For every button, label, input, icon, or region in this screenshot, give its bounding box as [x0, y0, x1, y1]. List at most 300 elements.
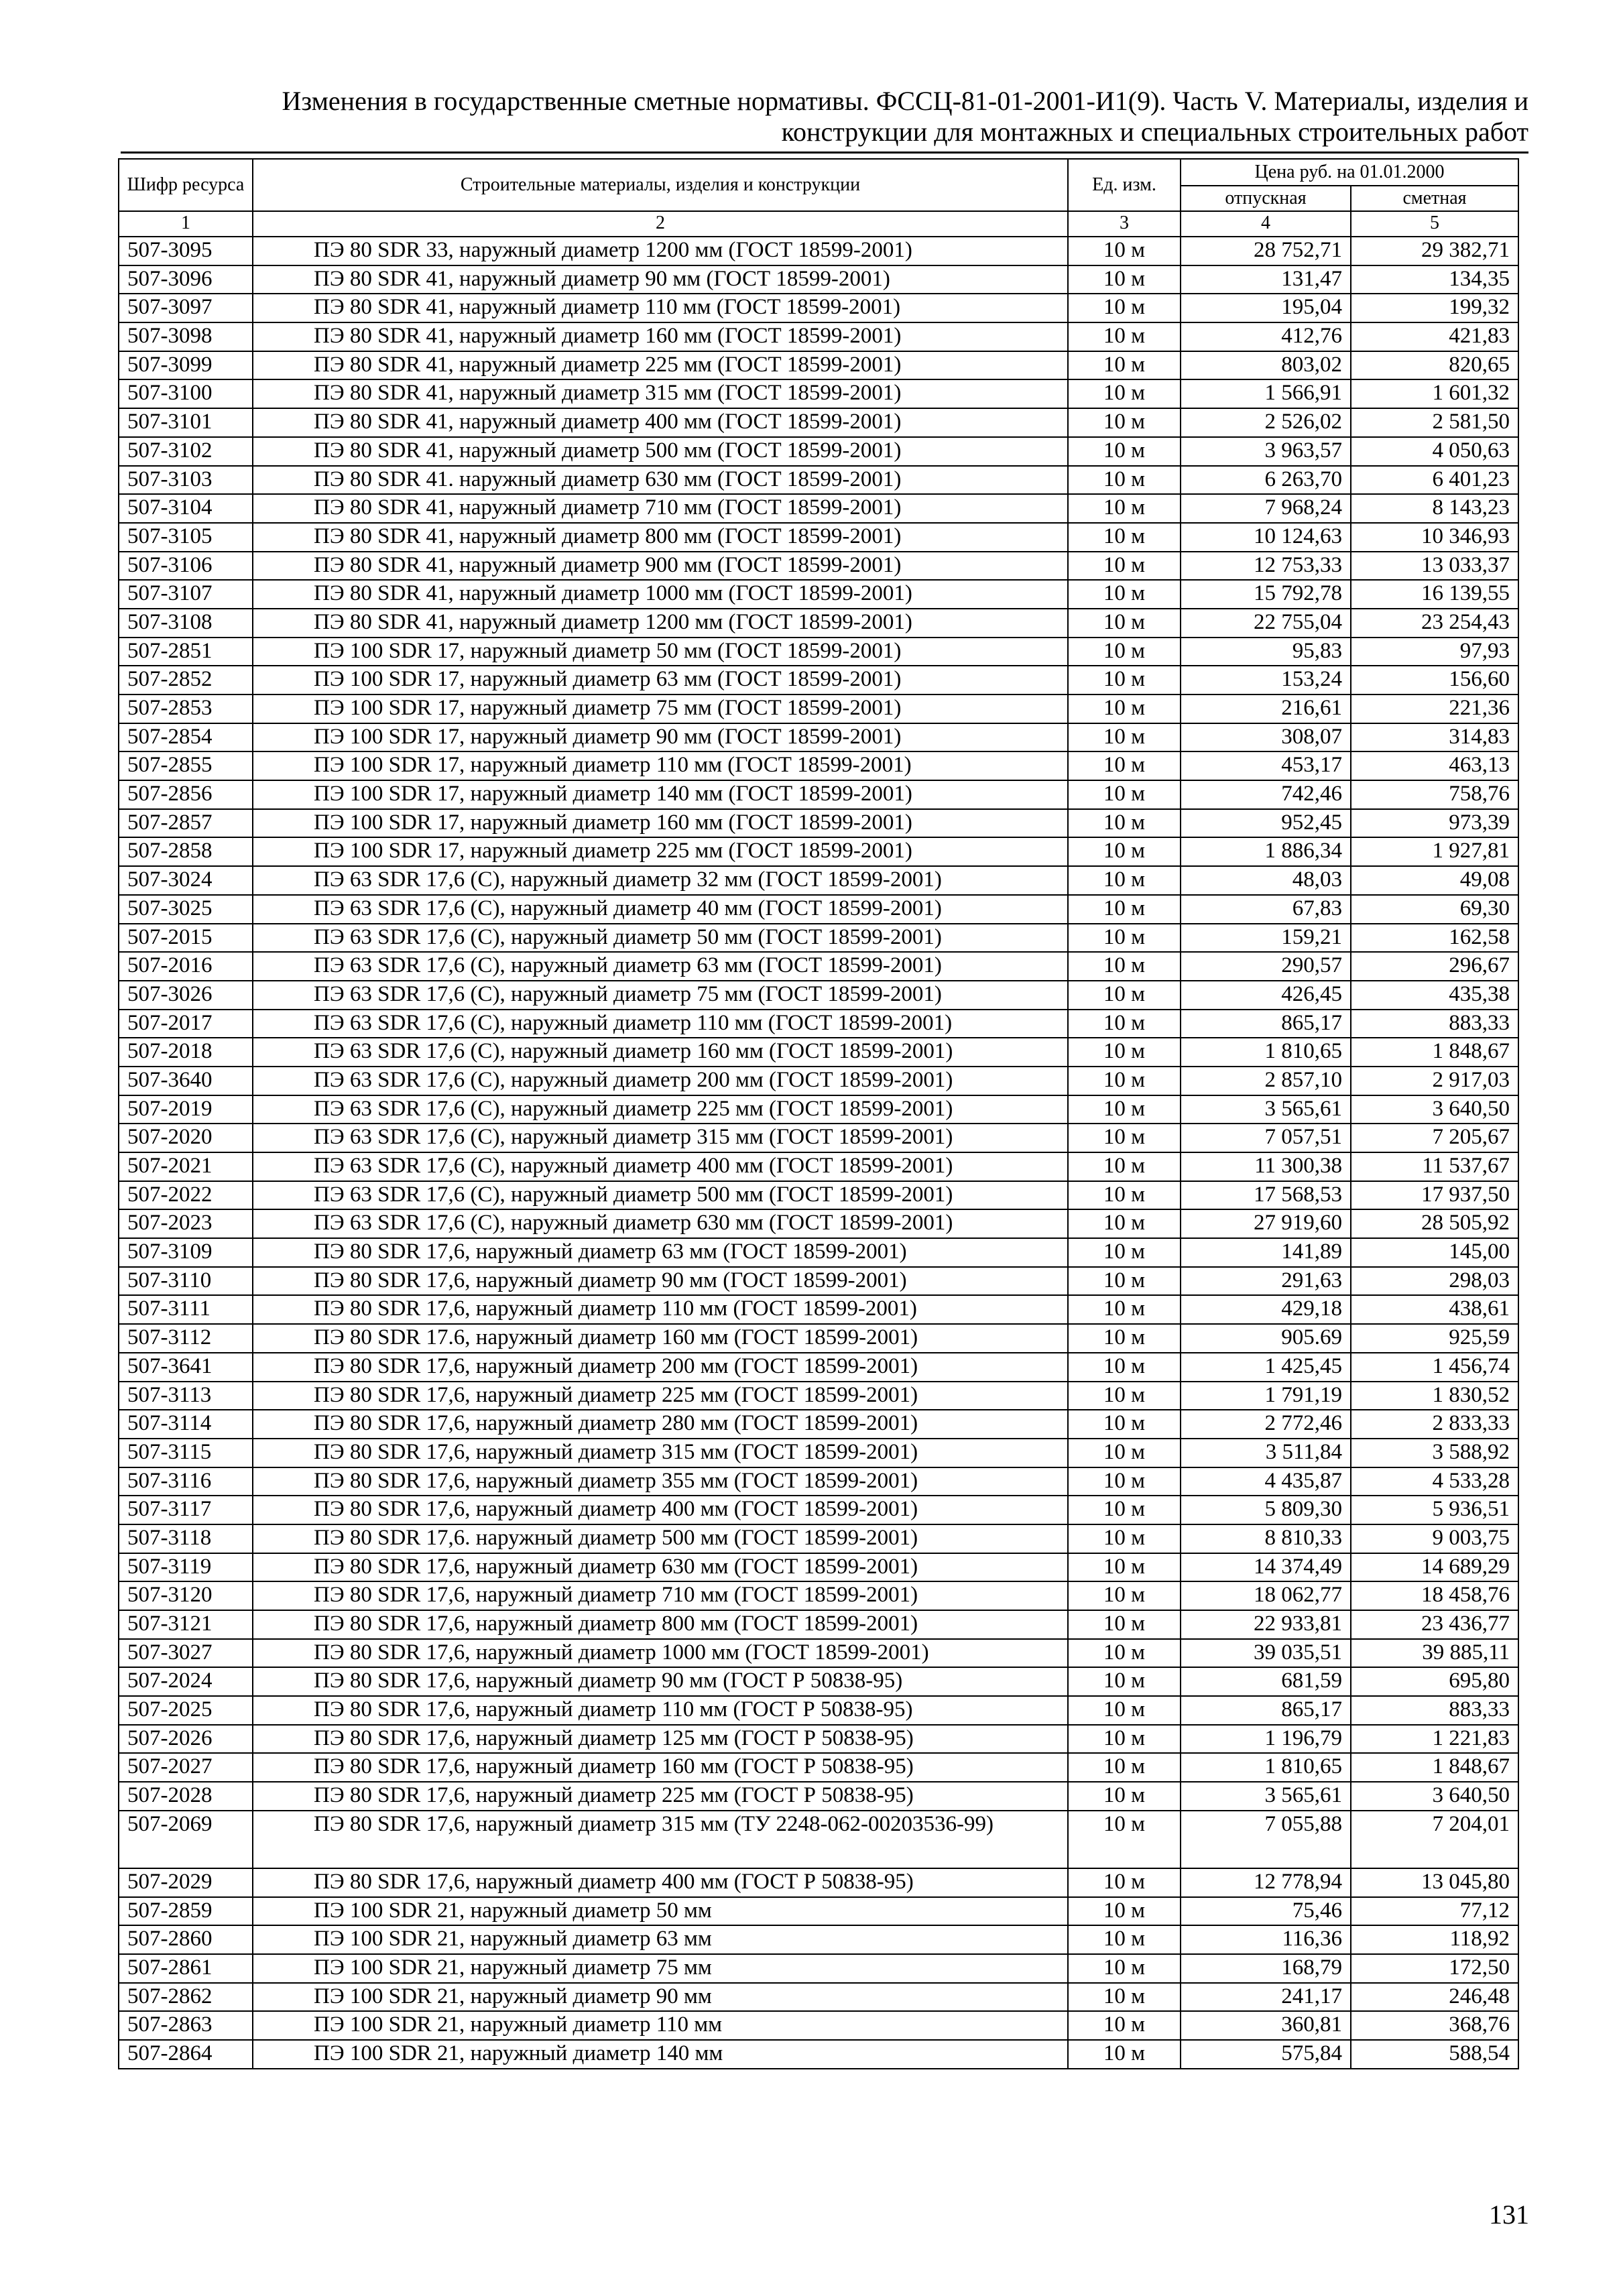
row-name: ПЭ 80 SDR 17,6, наружный диаметр 630 мм (ГОСТ 18599-2001): [253, 1553, 1068, 1582]
row-release-price: 3 963,57: [1181, 437, 1351, 466]
row-name: ПЭ 63 SDR 17,6 (С), наружный диаметр 160 мм (ГОСТ 18599-2001): [253, 1038, 1068, 1067]
row-code: 507-3117: [119, 1496, 253, 1524]
row-code: 507-3027: [119, 1639, 253, 1668]
column-number: 3: [1068, 211, 1181, 237]
row-name: ПЭ 63 SDR 17,6 (С), наружный диаметр 75 мм (ГОСТ 18599-2001): [253, 981, 1068, 1010]
row-code: 507-2019: [119, 1095, 253, 1124]
row-name: ПЭ 80 SDR 41, наружный диаметр 315 мм (ГОСТ 18599-2001): [253, 379, 1068, 408]
row-unit: 10 м: [1068, 1067, 1181, 1095]
row-unit: 10 м: [1068, 1010, 1181, 1038]
row-release-price: 291,63: [1181, 1267, 1351, 1296]
row-unit: 10 м: [1068, 265, 1181, 294]
row-name: ПЭ 80 SDR 17,6, наружный диаметр 315 мм (ТУ 2248-062-00203536-99): [253, 1811, 1068, 1868]
table-row: [119, 1439, 1518, 1467]
row-code: 507-3110: [119, 1267, 253, 1296]
row-unit: 10 м: [1068, 638, 1181, 666]
row-unit: 10 м: [1068, 694, 1181, 723]
row-unit: 10 м: [1068, 723, 1181, 752]
row-name: ПЭ 63 SDR 17,6 (С), наружный диаметр 225 мм (ГОСТ 18599-2001): [253, 1095, 1068, 1124]
row-code: 507-3109: [119, 1238, 253, 1267]
row-estimate-price: 4 050,63: [1351, 437, 1518, 466]
row-release-price: 803,02: [1181, 351, 1351, 380]
row-name: ПЭ 80 SDR 17,6, наружный диаметр 125 мм (ГОСТ Р 50838-95): [253, 1725, 1068, 1754]
row-estimate-price: 1 848,67: [1351, 1753, 1518, 1782]
row-code: 507-3105: [119, 523, 253, 552]
table-row: [119, 379, 1518, 408]
row-estimate-price: 10 346,93: [1351, 523, 1518, 552]
row-name: ПЭ 80 SDR 17,6, наружный диаметр 800 мм (ГОСТ 18599-2001): [253, 1610, 1068, 1639]
row-name: ПЭ 80 SDR 41, наружный диаметр 900 мм (ГОСТ 18599-2001): [253, 552, 1068, 581]
row-estimate-price: 17 937,50: [1351, 1181, 1518, 1210]
table-row: [119, 638, 1518, 666]
row-code: 507-2858: [119, 837, 253, 866]
table-row: [119, 1467, 1518, 1496]
header-line-2: конструкции для монтажных и специальных строительных работ: [781, 117, 1528, 147]
row-name: ПЭ 63 SDR 17,6 (С), наружный диаметр 40 мм (ГОСТ 18599-2001): [253, 895, 1068, 924]
row-release-price: 308,07: [1181, 723, 1351, 752]
row-unit: 10 м: [1068, 1725, 1181, 1754]
row-code: 507-3111: [119, 1295, 253, 1324]
row-unit: 10 м: [1068, 1753, 1181, 1782]
row-name: ПЭ 100 SDR 17, наружный диаметр 110 мм (ГОСТ 18599-2001): [253, 751, 1068, 780]
table-row: [119, 294, 1518, 322]
row-release-price: 10 124,63: [1181, 523, 1351, 552]
row-code: 507-2069: [119, 1811, 253, 1868]
row-unit: 10 м: [1068, 408, 1181, 437]
table-row: [119, 2011, 1518, 2040]
row-name: ПЭ 80 SDR 41, наружный диаметр 800 мм (ГОСТ 18599-2001): [253, 523, 1068, 552]
table-row: [119, 1038, 1518, 1067]
table-row: [119, 1496, 1518, 1524]
row-code: 507-3108: [119, 609, 253, 638]
row-code: 507-3095: [119, 237, 253, 265]
row-estimate-price: 1 221,83: [1351, 1725, 1518, 1754]
row-estimate-price: 162,58: [1351, 924, 1518, 953]
row-code: 507-2859: [119, 1897, 253, 1926]
row-code: 507-3096: [119, 265, 253, 294]
row-release-price: 1 791,19: [1181, 1382, 1351, 1410]
row-name: ПЭ 100 SDR 21, наружный диаметр 63 мм: [253, 1925, 1068, 1954]
header-price-group: Цена руб. на 01.01.2000: [1181, 159, 1518, 186]
row-estimate-price: 883,33: [1351, 1010, 1518, 1038]
page-number: 131: [1489, 2199, 1529, 2230]
row-code: 507-2856: [119, 780, 253, 809]
row-unit: 10 м: [1068, 1925, 1181, 1954]
row-release-price: 17 568,53: [1181, 1181, 1351, 1210]
row-estimate-price: 435,38: [1351, 981, 1518, 1010]
row-code: 507-3112: [119, 1324, 253, 1353]
row-code: 507-3101: [119, 408, 253, 437]
row-name: ПЭ 80 SDR 17,6, наружный диаметр 225 мм (ГОСТ Р 50838-95): [253, 1782, 1068, 1811]
row-unit: 10 м: [1068, 1868, 1181, 1897]
row-unit: 10 м: [1068, 1324, 1181, 1353]
row-estimate-price: 6 401,23: [1351, 466, 1518, 495]
row-unit: 10 м: [1068, 1439, 1181, 1467]
row-name: ПЭ 100 SDR 17, наружный диаметр 225 мм (ГОСТ 18599-2001): [253, 837, 1068, 866]
row-release-price: 4 435,87: [1181, 1467, 1351, 1496]
row-unit: 10 м: [1068, 1897, 1181, 1926]
row-release-price: 453,17: [1181, 751, 1351, 780]
row-unit: 10 м: [1068, 1496, 1181, 1524]
row-estimate-price: 23 254,43: [1351, 609, 1518, 638]
row-release-price: 11 300,38: [1181, 1152, 1351, 1181]
row-code: 507-2018: [119, 1038, 253, 1067]
row-unit: 10 м: [1068, 1667, 1181, 1696]
row-estimate-price: 973,39: [1351, 809, 1518, 838]
row-name: ПЭ 80 SDR 17,6, наружный диаметр 710 мм (ГОСТ 18599-2001): [253, 1581, 1068, 1610]
row-name: ПЭ 100 SDR 21, наружный диаметр 110 мм: [253, 2011, 1068, 2040]
row-name: ПЭ 100 SDR 17, наружный диаметр 160 мм (ГОСТ 18599-2001): [253, 809, 1068, 838]
row-estimate-price: 246,48: [1351, 1983, 1518, 2012]
row-name: ПЭ 100 SDR 17, наружный диаметр 75 мм (ГОСТ 18599-2001): [253, 694, 1068, 723]
row-estimate-price: 3 588,92: [1351, 1439, 1518, 1467]
row-code: 507-3114: [119, 1410, 253, 1439]
column-number: 5: [1351, 211, 1518, 237]
row-name: ПЭ 80 SDR 33, наружный диаметр 1200 мм (ГОСТ 18599-2001): [253, 237, 1068, 265]
row-code: 507-3106: [119, 552, 253, 581]
table-body: [119, 237, 1518, 2069]
row-code: 507-2861: [119, 1954, 253, 1983]
row-unit: 10 м: [1068, 1238, 1181, 1267]
row-estimate-price: 7 205,67: [1351, 1124, 1518, 1152]
row-name: ПЭ 80 SDR 17,6, наружный диаметр 280 мм (ГОСТ 18599-2001): [253, 1410, 1068, 1439]
row-name: ПЭ 63 SDR 17,6 (С), наружный диаметр 50 мм (ГОСТ 18599-2001): [253, 924, 1068, 953]
row-release-price: 7 057,51: [1181, 1124, 1351, 1152]
row-release-price: 952,45: [1181, 809, 1351, 838]
row-code: 507-2017: [119, 1010, 253, 1038]
row-code: 507-2852: [119, 666, 253, 694]
row-code: 507-2864: [119, 2040, 253, 2069]
row-code: 507-3118: [119, 1524, 253, 1553]
row-name: ПЭ 80 SDR 41. наружный диаметр 630 мм (ГОСТ 18599-2001): [253, 466, 1068, 495]
row-release-price: 412,76: [1181, 322, 1351, 351]
row-code: 507-2016: [119, 952, 253, 981]
table-row: [119, 1897, 1518, 1926]
row-estimate-price: 296,67: [1351, 952, 1518, 981]
row-release-price: 681,59: [1181, 1667, 1351, 1696]
row-code: 507-2863: [119, 2011, 253, 2040]
row-release-price: 1 810,65: [1181, 1038, 1351, 1067]
table-row: [119, 494, 1518, 523]
row-estimate-price: 1 927,81: [1351, 837, 1518, 866]
table-row: [119, 1581, 1518, 1610]
row-release-price: 3 565,61: [1181, 1782, 1351, 1811]
row-release-price: 27 919,60: [1181, 1209, 1351, 1238]
row-name: ПЭ 80 SDR 17,6, наружный диаметр 90 мм (ГОСТ 18599-2001): [253, 1267, 1068, 1296]
row-release-price: 742,46: [1181, 780, 1351, 809]
row-name: ПЭ 63 SDR 17,6 (С), наружный диаметр 200 мм (ГОСТ 18599-2001): [253, 1067, 1068, 1095]
row-unit: 10 м: [1068, 981, 1181, 1010]
row-code: 507-2860: [119, 1925, 253, 1954]
row-code: 507-2024: [119, 1667, 253, 1696]
row-name: ПЭ 63 SDR 17,6 (С), наружный диаметр 315 мм (ГОСТ 18599-2001): [253, 1124, 1068, 1152]
row-release-price: 2 772,46: [1181, 1410, 1351, 1439]
row-release-price: 1 886,34: [1181, 837, 1351, 866]
row-name: ПЭ 80 SDR 17,6, наружный диаметр 315 мм (ГОСТ 18599-2001): [253, 1439, 1068, 1467]
row-estimate-price: 118,92: [1351, 1925, 1518, 1954]
row-name: ПЭ 100 SDR 21, наружный диаметр 75 мм: [253, 1954, 1068, 1983]
row-name: ПЭ 80 SDR 17,6. наружный диаметр 500 мм (ГОСТ 18599-2001): [253, 1524, 1068, 1553]
row-name: ПЭ 80 SDR 41, наружный диаметр 400 мм (ГОСТ 18599-2001): [253, 408, 1068, 437]
row-estimate-price: 23 436,77: [1351, 1610, 1518, 1639]
row-unit: 10 м: [1068, 866, 1181, 895]
row-release-price: 241,17: [1181, 1983, 1351, 2012]
row-code: 507-2020: [119, 1124, 253, 1152]
row-unit: 10 м: [1068, 1124, 1181, 1152]
table-row: [119, 1610, 1518, 1639]
row-code: 507-2027: [119, 1753, 253, 1782]
row-unit: 10 м: [1068, 580, 1181, 609]
row-release-price: 2 857,10: [1181, 1067, 1351, 1095]
header-line-1: Изменения в государственные сметные нормативы. ФССЦ-81-01-2001-И1(9). Часть V. Материалы, изделия и: [282, 86, 1528, 116]
column-number: 1: [119, 211, 253, 237]
row-name: ПЭ 80 SDR 17,6, наружный диаметр 160 мм (ГОСТ Р 50838-95): [253, 1753, 1068, 1782]
row-estimate-price: 5 936,51: [1351, 1496, 1518, 1524]
row-estimate-price: 925,59: [1351, 1324, 1518, 1353]
row-name: ПЭ 80 SDR 41, наружный диаметр 110 мм (ГОСТ 18599-2001): [253, 294, 1068, 322]
table-row: [119, 1095, 1518, 1124]
row-unit: 10 м: [1068, 1410, 1181, 1439]
row-release-price: 22 755,04: [1181, 609, 1351, 638]
row-unit: 10 м: [1068, 523, 1181, 552]
table-row: [119, 2040, 1518, 2069]
row-estimate-price: 3 640,50: [1351, 1095, 1518, 1124]
row-release-price: 14 374,49: [1181, 1553, 1351, 1582]
row-name: ПЭ 80 SDR 17,6, наружный диаметр 400 мм (ГОСТ 18599-2001): [253, 1496, 1068, 1524]
row-estimate-price: 69,30: [1351, 895, 1518, 924]
row-unit: 10 м: [1068, 294, 1181, 322]
header-name: Строительные материалы, изделия и конструкции: [253, 159, 1068, 211]
row-name: ПЭ 80 SDR 17.6, наружный диаметр 160 мм (ГОСТ 18599-2001): [253, 1324, 1068, 1353]
table-row: [119, 322, 1518, 351]
row-code: 507-2862: [119, 1983, 253, 2012]
table-row: [119, 1811, 1518, 1868]
row-release-price: 67,83: [1181, 895, 1351, 924]
row-unit: 10 м: [1068, 666, 1181, 694]
row-name: ПЭ 80 SDR 17,6, наружный диаметр 355 мм (ГОСТ 18599-2001): [253, 1467, 1068, 1496]
table-row: [119, 1353, 1518, 1382]
row-name: ПЭ 80 SDR 17,6, наружный диаметр 110 мм (ГОСТ Р 50838-95): [253, 1696, 1068, 1725]
row-code: 507-3116: [119, 1467, 253, 1496]
row-estimate-price: 39 885,11: [1351, 1639, 1518, 1668]
table-row: [119, 1382, 1518, 1410]
row-code: 507-2855: [119, 751, 253, 780]
row-unit: 10 м: [1068, 1295, 1181, 1324]
table-row: [119, 1925, 1518, 1954]
row-estimate-price: 1 456,74: [1351, 1353, 1518, 1382]
table-row: [119, 666, 1518, 694]
table-row: [119, 1553, 1518, 1582]
header-estimate-price: сметная: [1351, 186, 1518, 211]
table-row: [119, 265, 1518, 294]
row-unit: 10 м: [1068, 322, 1181, 351]
table-row: [119, 694, 1518, 723]
row-estimate-price: 1 601,32: [1351, 379, 1518, 408]
row-estimate-price: 1 830,52: [1351, 1382, 1518, 1410]
row-release-price: 2 526,02: [1181, 408, 1351, 437]
row-name: ПЭ 80 SDR 41, наружный диаметр 160 мм (ГОСТ 18599-2001): [253, 322, 1068, 351]
row-unit: 10 м: [1068, 1382, 1181, 1410]
row-estimate-price: 421,83: [1351, 322, 1518, 351]
row-unit: 10 м: [1068, 1038, 1181, 1067]
price-table: [118, 158, 1519, 2069]
row-release-price: 3 565,61: [1181, 1095, 1351, 1124]
row-name: ПЭ 100 SDR 17, наружный диаметр 90 мм (ГОСТ 18599-2001): [253, 723, 1068, 752]
table-row: [119, 1753, 1518, 1782]
row-estimate-price: 7 204,01: [1351, 1811, 1518, 1868]
row-release-price: 290,57: [1181, 952, 1351, 981]
table-row: [119, 351, 1518, 380]
row-estimate-price: 368,76: [1351, 2011, 1518, 2040]
row-unit: 10 м: [1068, 1181, 1181, 1210]
row-code: 507-3641: [119, 1353, 253, 1382]
table-row: [119, 809, 1518, 838]
row-unit: 10 м: [1068, 924, 1181, 953]
header-release-price: отпускная: [1181, 186, 1351, 211]
table-row: [119, 1667, 1518, 1696]
row-estimate-price: 18 458,76: [1351, 1581, 1518, 1610]
table-row: [119, 780, 1518, 809]
table-row: [119, 523, 1518, 552]
table-row: [119, 1696, 1518, 1725]
row-release-price: 22 933,81: [1181, 1610, 1351, 1639]
row-release-price: 905.69: [1181, 1324, 1351, 1353]
table-row: [119, 437, 1518, 466]
row-code: 507-3113: [119, 1382, 253, 1410]
row-release-price: 7 055,88: [1181, 1811, 1351, 1868]
row-release-price: 865,17: [1181, 1010, 1351, 1038]
row-code: 507-3097: [119, 294, 253, 322]
row-code: 507-3102: [119, 437, 253, 466]
row-estimate-price: 14 689,29: [1351, 1553, 1518, 1582]
row-estimate-price: 588,54: [1351, 2040, 1518, 2069]
row-unit: 10 м: [1068, 1811, 1181, 1868]
row-code: 507-2022: [119, 1181, 253, 1210]
row-name: ПЭ 80 SDR 17,6, наружный диаметр 90 мм (ГОСТ Р 50838-95): [253, 1667, 1068, 1696]
table-row: [119, 866, 1518, 895]
row-estimate-price: 314,83: [1351, 723, 1518, 752]
row-release-price: 195,04: [1181, 294, 1351, 322]
row-estimate-price: 298,03: [1351, 1267, 1518, 1296]
row-name: ПЭ 100 SDR 21, наружный диаметр 90 мм: [253, 1983, 1068, 2012]
row-estimate-price: 463,13: [1351, 751, 1518, 780]
table-row: [119, 895, 1518, 924]
row-code: 507-2021: [119, 1152, 253, 1181]
row-code: 507-3099: [119, 351, 253, 380]
row-unit: 10 м: [1068, 1696, 1181, 1725]
row-release-price: 131,47: [1181, 265, 1351, 294]
row-estimate-price: 221,36: [1351, 694, 1518, 723]
table-row: [119, 237, 1518, 265]
row-name: ПЭ 63 SDR 17,6 (С), наружный диаметр 110 мм (ГОСТ 18599-2001): [253, 1010, 1068, 1038]
row-estimate-price: 13 033,37: [1351, 552, 1518, 581]
row-estimate-price: 172,50: [1351, 1954, 1518, 1983]
row-estimate-price: 28 505,92: [1351, 1209, 1518, 1238]
row-estimate-price: 11 537,67: [1351, 1152, 1518, 1181]
table-row: [119, 466, 1518, 495]
row-estimate-price: 13 045,80: [1351, 1868, 1518, 1897]
row-estimate-price: 145,00: [1351, 1238, 1518, 1267]
row-code: 507-3103: [119, 466, 253, 495]
row-code: 507-3120: [119, 1581, 253, 1610]
row-estimate-price: 2 833,33: [1351, 1410, 1518, 1439]
row-code: 507-2029: [119, 1868, 253, 1897]
row-release-price: 1 566,91: [1181, 379, 1351, 408]
row-unit: 10 м: [1068, 1954, 1181, 1983]
row-release-price: 15 792,78: [1181, 580, 1351, 609]
row-release-price: 429,18: [1181, 1295, 1351, 1324]
row-estimate-price: 16 139,55: [1351, 580, 1518, 609]
row-unit: 10 м: [1068, 609, 1181, 638]
table-row: [119, 837, 1518, 866]
row-unit: 10 м: [1068, 1553, 1181, 1582]
row-estimate-price: 8 143,23: [1351, 494, 1518, 523]
table-row: [119, 408, 1518, 437]
row-code: 507-3115: [119, 1439, 253, 1467]
row-release-price: 575,84: [1181, 2040, 1351, 2069]
row-release-price: 5 809,30: [1181, 1496, 1351, 1524]
table-row: [119, 1725, 1518, 1754]
row-name: ПЭ 100 SDR 17, наружный диаметр 140 мм (ГОСТ 18599-2001): [253, 780, 1068, 809]
row-release-price: 6 263,70: [1181, 466, 1351, 495]
row-unit: 10 м: [1068, 437, 1181, 466]
row-name: ПЭ 80 SDR 41, наружный диаметр 90 мм (ГОСТ 18599-2001): [253, 265, 1068, 294]
row-unit: 10 м: [1068, 1983, 1181, 2012]
row-estimate-price: 758,76: [1351, 780, 1518, 809]
row-code: 507-3121: [119, 1610, 253, 1639]
row-name: ПЭ 80 SDR 41, наружный диаметр 225 мм (ГОСТ 18599-2001): [253, 351, 1068, 380]
table-row: [119, 723, 1518, 752]
row-code: 507-3104: [119, 494, 253, 523]
row-name: ПЭ 80 SDR 17,6, наружный диаметр 110 мм (ГОСТ 18599-2001): [253, 1295, 1068, 1324]
row-estimate-price: 77,12: [1351, 1897, 1518, 1926]
row-code: 507-3119: [119, 1553, 253, 1582]
row-name: ПЭ 80 SDR 41, наружный диаметр 710 мм (ГОСТ 18599-2001): [253, 494, 1068, 523]
row-unit: 10 м: [1068, 1267, 1181, 1296]
row-unit: 10 м: [1068, 1095, 1181, 1124]
row-name: ПЭ 63 SDR 17,6 (С), наружный диаметр 63 мм (ГОСТ 18599-2001): [253, 952, 1068, 981]
table-row: [119, 609, 1518, 638]
row-unit: 10 м: [1068, 1524, 1181, 1553]
table-row: [119, 952, 1518, 981]
row-code: 507-3640: [119, 1067, 253, 1095]
row-name: ПЭ 80 SDR 17,6, наружный диаметр 400 мм (ГОСТ Р 50838-95): [253, 1868, 1068, 1897]
row-unit: 10 м: [1068, 837, 1181, 866]
row-code: 507-2851: [119, 638, 253, 666]
row-release-price: 153,24: [1181, 666, 1351, 694]
table-row: [119, 1238, 1518, 1267]
row-name: ПЭ 63 SDR 17,6 (С), наружный диаметр 630 мм (ГОСТ 18599-2001): [253, 1209, 1068, 1238]
row-release-price: 95,83: [1181, 638, 1351, 666]
row-code: 507-3024: [119, 866, 253, 895]
row-name: ПЭ 80 SDR 17,6, наружный диаметр 225 мм (ГОСТ 18599-2001): [253, 1382, 1068, 1410]
row-release-price: 159,21: [1181, 924, 1351, 953]
row-name: ПЭ 80 SDR 41, наружный диаметр 1000 мм (ГОСТ 18599-2001): [253, 580, 1068, 609]
column-number: 2: [253, 211, 1068, 237]
row-unit: 10 м: [1068, 237, 1181, 265]
table-row: [119, 1868, 1518, 1897]
row-estimate-price: 2 581,50: [1351, 408, 1518, 437]
row-release-price: 18 062,77: [1181, 1581, 1351, 1610]
row-unit: 10 м: [1068, 780, 1181, 809]
row-code: 507-2854: [119, 723, 253, 752]
row-code: 507-2023: [119, 1209, 253, 1238]
row-release-price: 48,03: [1181, 866, 1351, 895]
table-row: [119, 1410, 1518, 1439]
row-name: ПЭ 63 SDR 17,6 (С), наружный диаметр 400 мм (ГОСТ 18599-2001): [253, 1152, 1068, 1181]
row-name: ПЭ 80 SDR 41, наружный диаметр 1200 мм (ГОСТ 18599-2001): [253, 609, 1068, 638]
row-name: ПЭ 80 SDR 17,6, наружный диаметр 1000 мм (ГОСТ 18599-2001): [253, 1639, 1068, 1668]
